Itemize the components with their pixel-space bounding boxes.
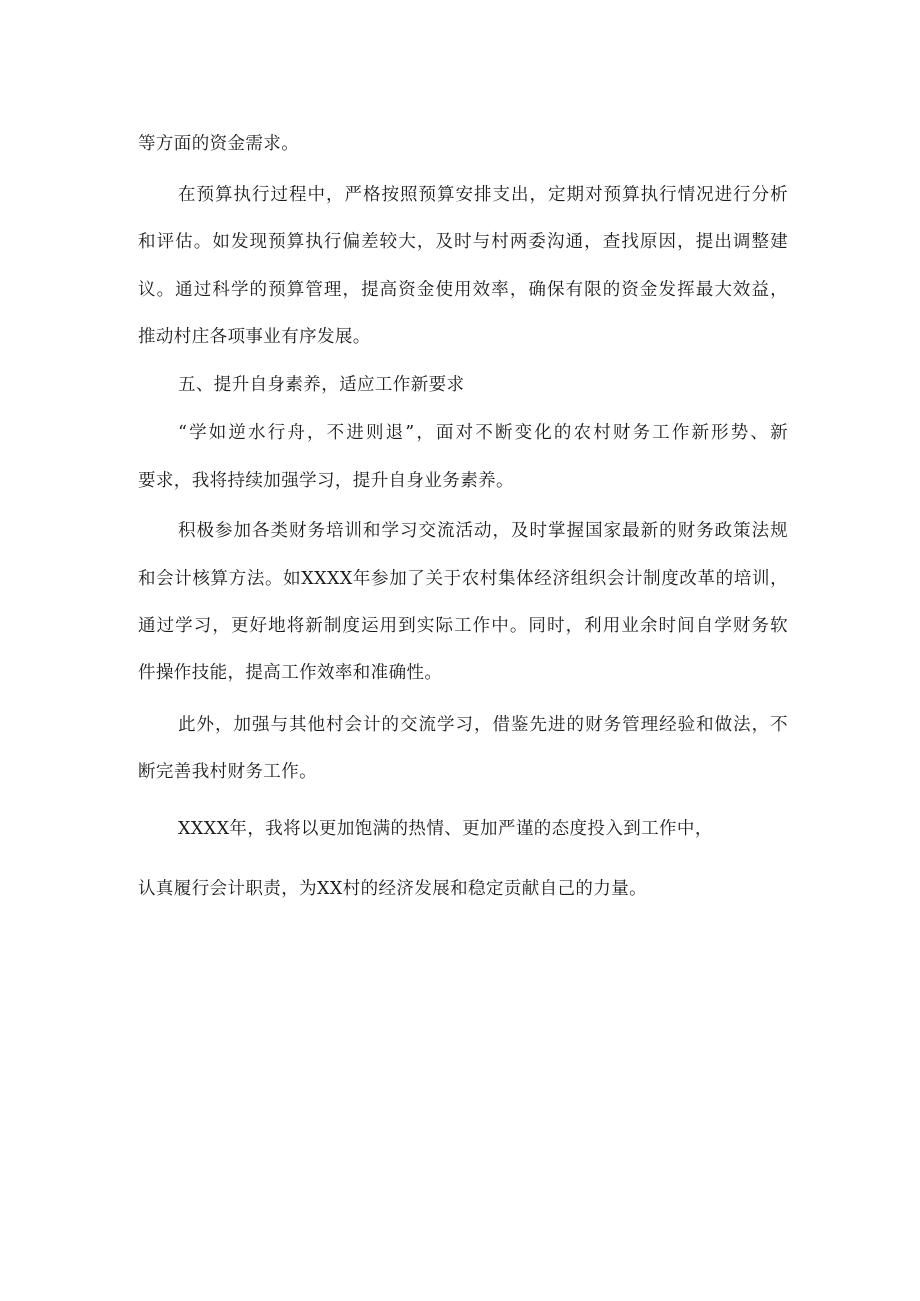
paragraph-line: 在预算执行过程中，严格按照预算安排支出，定期对预算执行情况进行分析 xyxy=(178,185,788,205)
paragraph-line: 和评估。如发现预算执行偏差较大，及时与村两委沟通，查找原因，提出调整建 xyxy=(138,232,788,252)
paragraph-line: “学如逆水行舟，不进则退”，面对不断变化的农村财务工作新形势、新 xyxy=(178,423,788,443)
section-heading: 五、提升自身素养，适应工作新要求 xyxy=(178,375,465,395)
paragraph-line: 要求，我将持续加强学习，提升自身业务素养。 xyxy=(138,471,514,491)
paragraph-line: 积极参加各类财务培训和学习交流活动，及时掌握国家最新的财务政策法规 xyxy=(178,521,788,541)
paragraph-line: 此外，加强与其他村会计的交流学习，借鉴先进的财务管理经验和做法，不 xyxy=(178,715,788,735)
paragraph-line: 等方面的资金需求。 xyxy=(138,134,300,154)
paragraph-line: 认真履行会计职责，为XX村的经济发展和稳定贡献自己的力量。 xyxy=(138,879,648,899)
paragraph-line: 议。通过科学的预算管理，提高资金使用效率，确保有限的资金发挥最大效益， xyxy=(138,280,788,300)
paragraph-line: 断完善我村财务工作。 xyxy=(138,762,317,782)
paragraph-line: 推动村庄各项事业有序发展。 xyxy=(138,327,371,347)
paragraph-line: 通过学习，更好地将新制度运用到实际工作中。同时，利用业余时间自学财务软 xyxy=(138,616,788,636)
paragraph-line: 和会计核算方法。如XXXX年参加了关于农村集体经济组织会计制度改革的培训， xyxy=(138,569,788,589)
paragraph-line: XXXX年，我将以更加饱满的热情、更加严谨的态度投入到工作中， xyxy=(178,819,713,839)
paragraph-line: 件操作技能，提高工作效率和准确性。 xyxy=(138,663,443,683)
